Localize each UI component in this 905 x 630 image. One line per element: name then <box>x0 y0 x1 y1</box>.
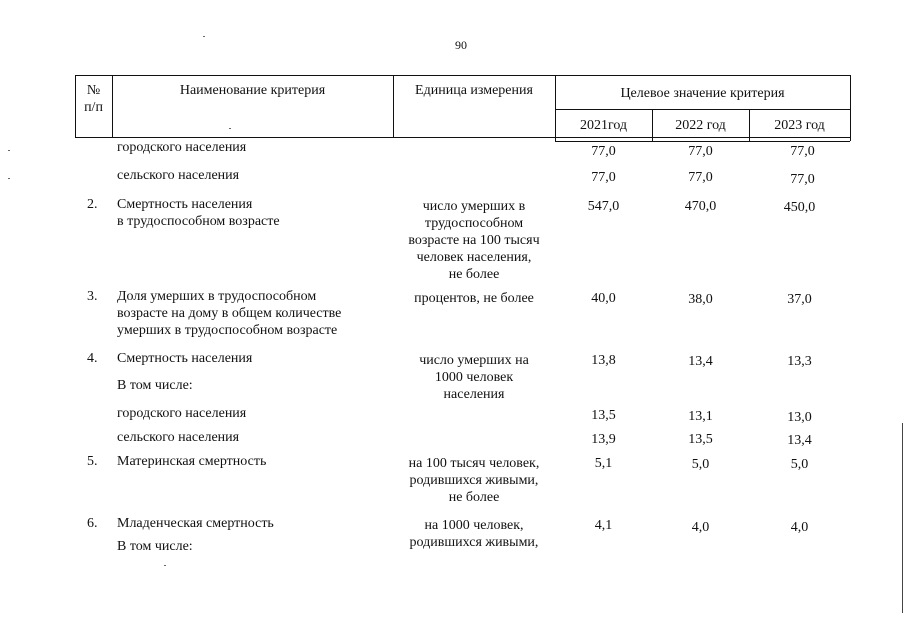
value-2023: 13,4 <box>787 433 812 448</box>
row-number: 5. <box>87 454 98 469</box>
scan-speck <box>8 178 10 179</box>
value-2021: 5,1 <box>594 456 613 471</box>
row-number: 3. <box>87 289 98 304</box>
value-2023: 77,0 <box>790 172 815 187</box>
value-2023: 450,0 <box>783 200 816 215</box>
value-2021: 4,1 <box>594 518 613 533</box>
header-name: Наименование критерия <box>179 83 326 98</box>
value-2023: 77,0 <box>790 144 815 159</box>
scan-speck <box>8 150 10 151</box>
row-unit: на 1000 человек, родившихся живыми, <box>409 518 539 550</box>
value-2023: 37,0 <box>787 292 812 307</box>
header-target: Целевое значение критерия <box>620 86 785 101</box>
row-number: 4. <box>87 351 98 366</box>
row-name: сельского населения <box>117 168 240 183</box>
row-name: Смертность населения в трудоспособном возрасте <box>117 197 280 229</box>
scan-speck <box>229 128 231 129</box>
header-year-2023: 2023 год <box>774 118 825 133</box>
row-name: Смертность населения <box>117 351 253 366</box>
value-2021: 13,9 <box>591 432 616 447</box>
row-name: городского населения <box>117 406 247 421</box>
value-2023: 13,3 <box>787 354 812 369</box>
header-year-2021: 2021год <box>579 118 628 133</box>
value-2022: 13,1 <box>688 409 713 424</box>
scan-speck <box>164 565 166 566</box>
value-2021: 547,0 <box>587 199 620 214</box>
value-2022: 4,0 <box>691 520 710 535</box>
value-2021: 13,8 <box>591 353 616 368</box>
row-subname: В том числе: <box>117 539 193 554</box>
value-2021: 40,0 <box>591 291 616 306</box>
scan-speck <box>203 36 205 37</box>
header-unit: Единица измерения <box>415 83 533 98</box>
row-name: Материнская смертность <box>117 454 267 469</box>
value-2022: 13,4 <box>688 354 713 369</box>
row-name: сельского населения <box>117 430 240 445</box>
value-2022: 13,5 <box>688 432 713 447</box>
row-unit: на 100 тысяч человек, родившихся живыми, не более <box>408 456 540 505</box>
row-unit: число умерших в трудоспособном возрасте на 100 тысяч человек населения, не более <box>408 199 540 282</box>
value-2022: 38,0 <box>688 292 713 307</box>
row-name: Младенческая смертность <box>117 516 274 531</box>
value-2021: 77,0 <box>591 144 616 159</box>
value-2023: 4,0 <box>790 520 809 535</box>
scan-edge-line <box>902 423 903 613</box>
row-unit: процентов, не более <box>414 291 534 306</box>
row-number: 2. <box>87 197 98 212</box>
value-2023: 5,0 <box>790 457 809 472</box>
value-2022: 77,0 <box>688 144 713 159</box>
value-2021: 13,5 <box>591 408 616 423</box>
row-subname: В том числе: <box>117 378 193 393</box>
header-num: № п/п <box>84 83 103 115</box>
value-2022: 470,0 <box>684 199 717 214</box>
header-year-2022: 2022 год <box>675 118 726 133</box>
value-2022: 77,0 <box>688 170 713 185</box>
value-2021: 77,0 <box>591 170 616 185</box>
row-name: городского населения <box>117 140 247 155</box>
value-2022: 5,0 <box>691 457 710 472</box>
value-2023: 13,0 <box>787 410 812 425</box>
page-number: 90 <box>455 38 467 52</box>
row-unit: число умерших на 1000 человек населения <box>419 353 529 402</box>
row-number: 6. <box>87 516 98 531</box>
row-name: Доля умерших в трудоспособном возрасте на дому в общем количестве умерших в трудоспособном возрасте <box>117 289 342 338</box>
